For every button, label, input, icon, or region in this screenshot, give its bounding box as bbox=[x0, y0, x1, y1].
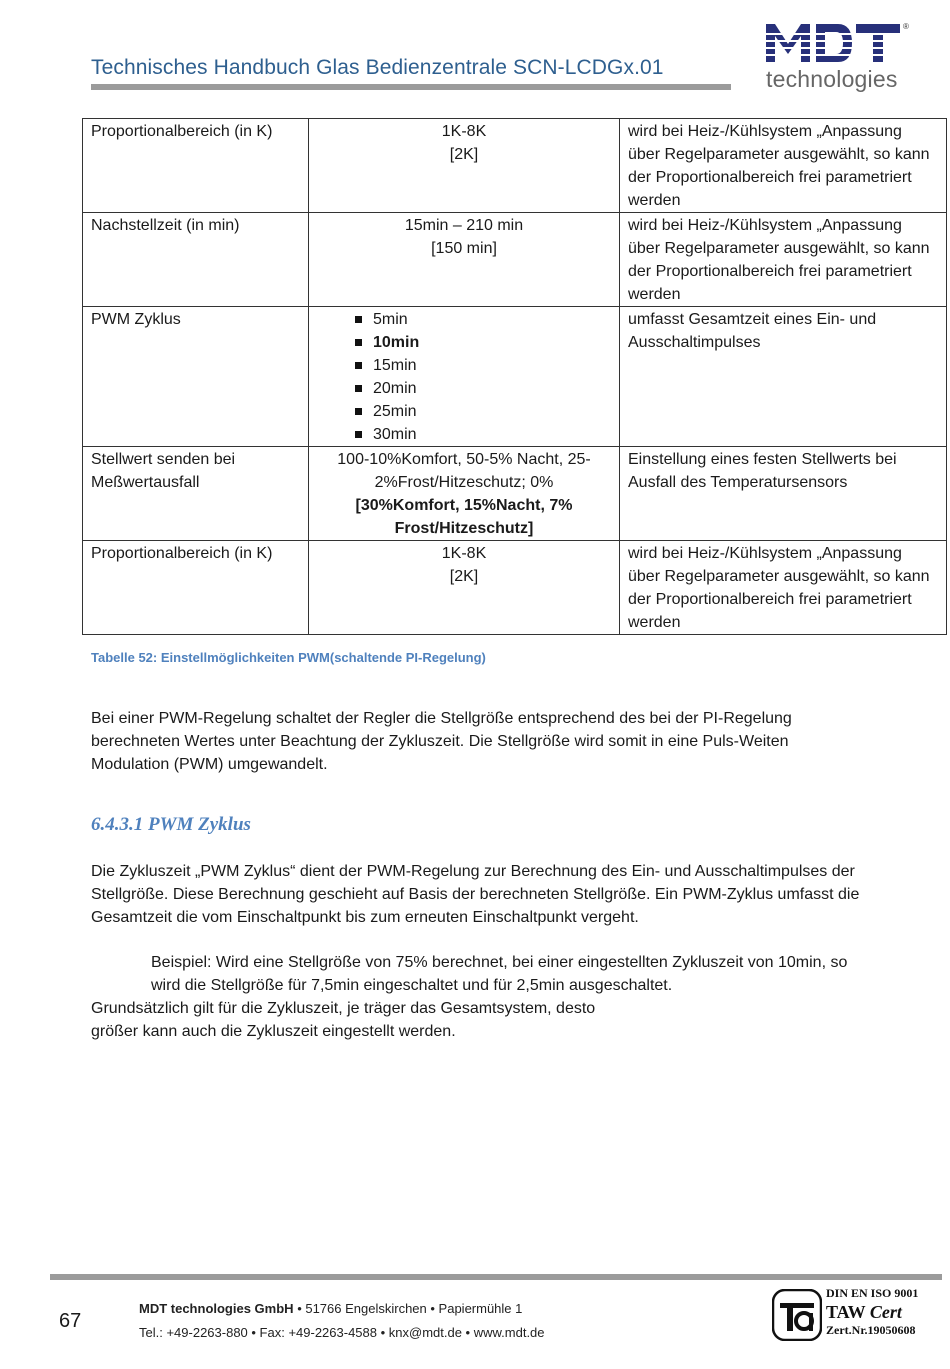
range-value: 1K-8K bbox=[441, 123, 487, 140]
default-value: [2K] bbox=[449, 146, 479, 163]
example-paragraph: Beispiel: Wird eine Stellgröße von 75% berechnet, bei einer eingestellten Zykluszeit von 10min, so wird die Stellgröße für 7,5min eingeschaltet und für 2,5min ausgeschaltet. bbox=[151, 954, 848, 994]
option-item: 30min bbox=[355, 423, 611, 446]
param-range bbox=[309, 541, 620, 635]
param-name: Stellwert senden bei Meßwertausfall bbox=[83, 447, 309, 541]
cert-iso: DIN EN ISO 9001 bbox=[826, 1286, 919, 1300]
option-item-default: 10min bbox=[355, 331, 611, 354]
certification-text bbox=[826, 1286, 918, 1338]
table-row bbox=[83, 447, 947, 541]
default-value: [30%Komfort, 15%Nacht, 7% Frost/Hitzeschutz] bbox=[355, 497, 573, 537]
param-range bbox=[309, 213, 620, 307]
param-options bbox=[309, 307, 620, 447]
intro-paragraph: Bei einer PWM-Regelung schaltet der Regler die Stellgröße entsprechend des bei der PI-Regelung berechneten Wertes unter Beachtung der Zykluszeit. Die Stellgröße wird somit in eine Puls-Weiten Modulation (PWM) umgewandelt. bbox=[91, 710, 792, 773]
default-value: [150 min] bbox=[431, 240, 497, 257]
option-item: 15min bbox=[355, 354, 611, 377]
section-paragraph: Die Zykluszeit „PWM Zyklus“ dient der PWM-Regelung zur Berechnung des Ein- und Ausschaltimpulses der Stellgröße. Diese Berechnung geschieht auf Basis der berechneten Stellgröße. Ein PWM-Zyklus umfasst die Gesamtzeit die vom Einschaltpunkt bis zum erneuten Einschaltpunkt vergeht. bbox=[91, 863, 860, 926]
option-item: 25min bbox=[355, 400, 611, 423]
option-item: 20min bbox=[355, 377, 611, 400]
table-caption: Tabelle 52: Einstellmöglichkeiten PWM(schaltende PI-Regelung) bbox=[91, 650, 486, 665]
range-value: 100-10%Komfort, 50-5% Nacht, 25-2%Frost/Hitzeschutz; 0% bbox=[337, 451, 591, 491]
cert-number: Zert.Nr.19050608 bbox=[826, 1323, 916, 1337]
page-number: 67 bbox=[59, 1310, 82, 1332]
parameter-table bbox=[82, 118, 947, 635]
company-name: MDT technologies GmbH bbox=[139, 1301, 294, 1316]
certification-emblem bbox=[772, 1289, 822, 1341]
default-value: [2K] bbox=[449, 568, 479, 585]
footer-contact: Tel.: +49-2263-880 • Fax: +49-2263-4588 • knx@mdt.de • www.mdt.de bbox=[139, 1325, 545, 1340]
param-description: wird bei Heiz-/Kühlsystem „Anpassung über Regelparameter ausgewählt, so kann der Proportionalbereich frei parametriert werden bbox=[620, 119, 947, 213]
closing-line-1: Grundsätzlich gilt für die Zykluszeit, je träger das Gesamtsystem, desto bbox=[91, 1000, 596, 1017]
section-heading: 6.4.3.1 PWM Zyklus bbox=[91, 814, 251, 835]
options-list bbox=[317, 308, 611, 446]
param-description: umfasst Gesamtzeit eines Ein- und Ausschaltimpulses bbox=[620, 307, 947, 447]
param-description: Einstellung eines festen Stellwerts bei Ausfall des Temperatursensors bbox=[620, 447, 947, 541]
company-address: • 51766 Engelskirchen • Papiermühle 1 bbox=[297, 1301, 523, 1316]
closing-line-2: größer kann auch die Zykluszeit eingestellt werden. bbox=[91, 1023, 456, 1040]
param-name: Nachstellzeit (in min) bbox=[83, 213, 309, 307]
param-range bbox=[309, 119, 620, 213]
range-value: 1K-8K bbox=[441, 545, 487, 562]
footer-rule bbox=[50, 1274, 942, 1280]
param-name: Proportionalbereich (in K) bbox=[83, 541, 309, 635]
footer-address bbox=[139, 1301, 522, 1316]
table-row bbox=[83, 541, 947, 635]
param-name: Proportionalbereich (in K) bbox=[83, 119, 309, 213]
table-row bbox=[83, 213, 947, 307]
table-row bbox=[83, 307, 947, 447]
table-row bbox=[83, 119, 947, 213]
range-value: 15min – 210 min bbox=[404, 217, 524, 234]
logo-subtitle: technologies bbox=[766, 66, 898, 92]
param-range bbox=[309, 447, 620, 541]
registered-mark: ® bbox=[903, 22, 909, 31]
param-name: PWM Zyklus bbox=[83, 307, 309, 447]
header-rule bbox=[91, 84, 731, 90]
param-description: wird bei Heiz-/Kühlsystem „Anpassung über Regelparameter ausgewählt, so kann der Proportionalbereich frei parametriert werden bbox=[620, 541, 947, 635]
param-description: wird bei Heiz-/Kühlsystem „Anpassung über Regelparameter ausgewählt, so kann der Proportionalbereich frei parametriert werden bbox=[620, 213, 947, 307]
document-title: Technisches Handbuch Glas Bedienzentrale SCN-LCDGx.01 bbox=[91, 56, 664, 79]
option-item: 5min bbox=[355, 308, 611, 331]
cert-name: TAW Cert bbox=[826, 1302, 902, 1322]
